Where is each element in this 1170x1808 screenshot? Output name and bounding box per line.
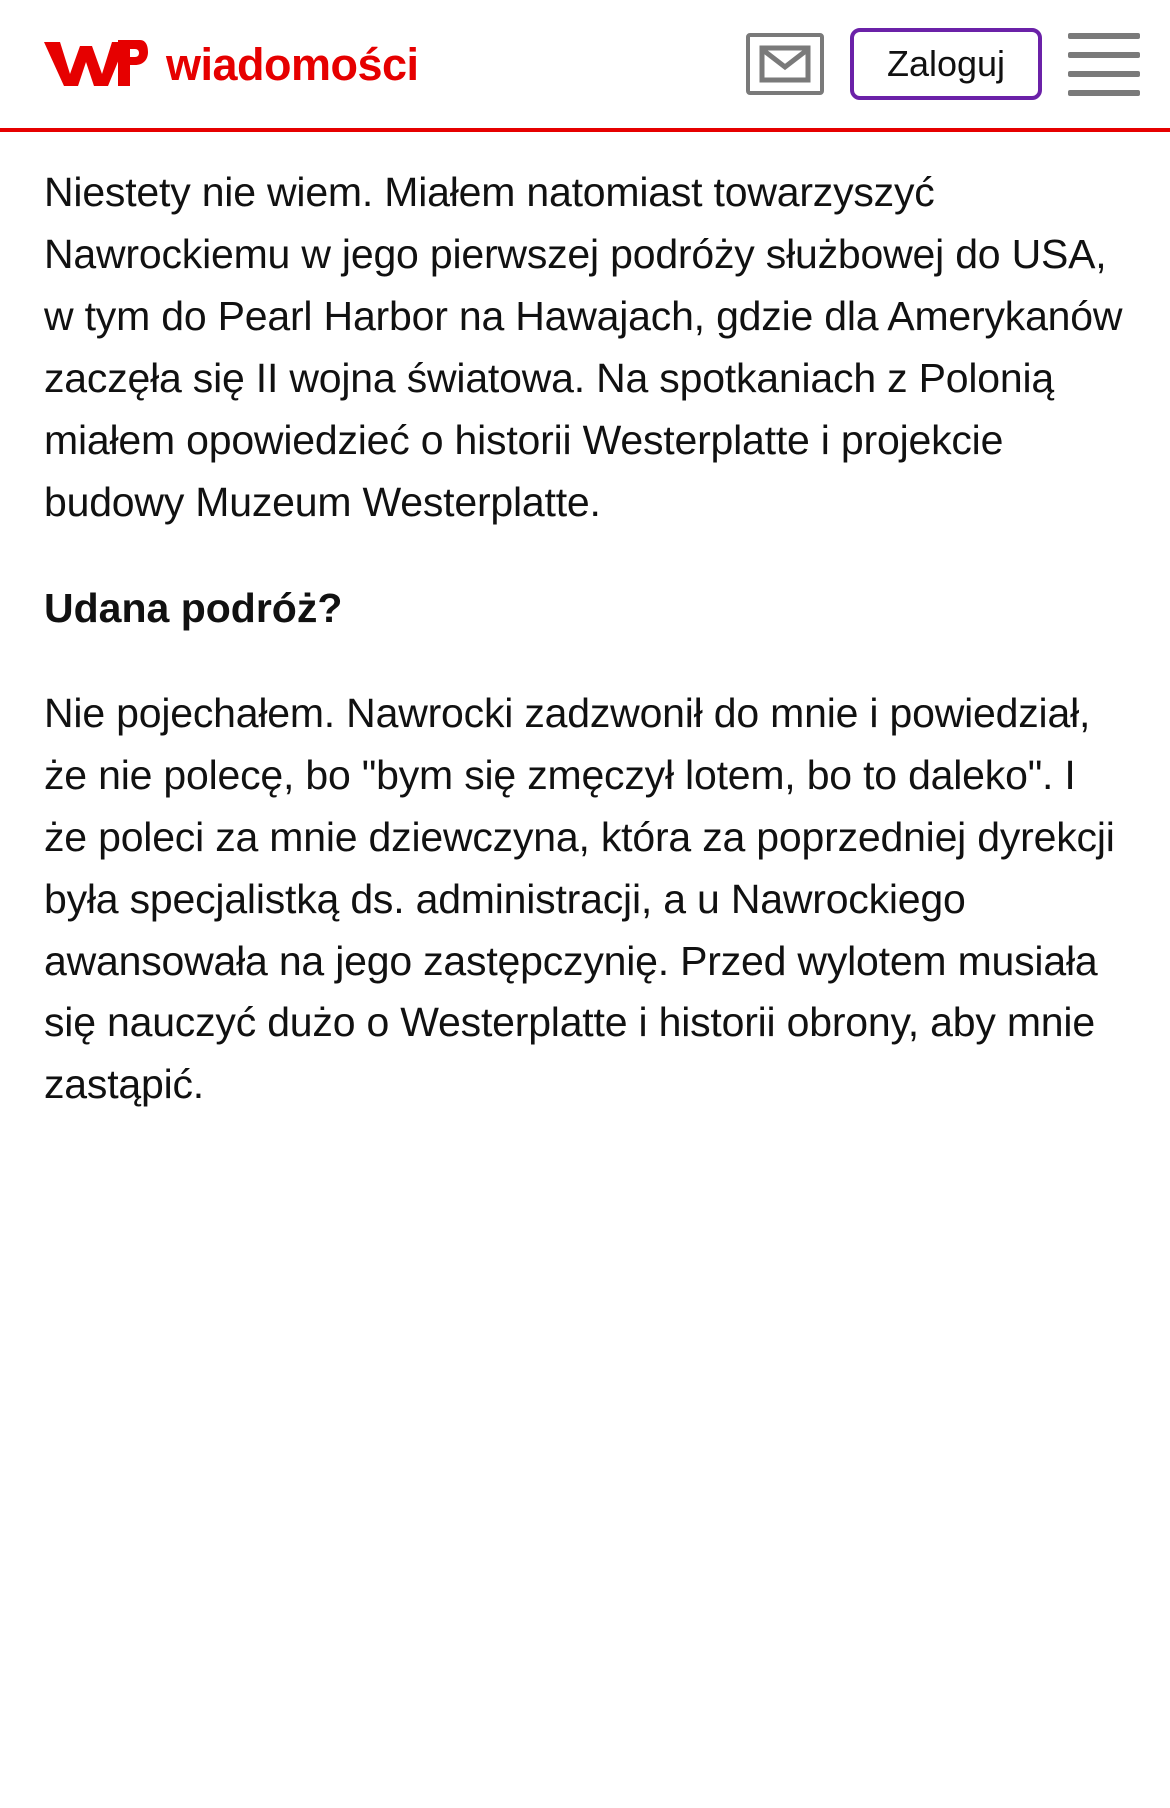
- hamburger-bar: [1068, 90, 1140, 96]
- article-paragraph: Niestety nie wiem. Miałem natomiast towarzyszyć Nawrockiemu w jego pierwszej podróży służbowej do USA, w tym do Pearl Harbor na Hawajach, gdzie dla Amerykanów zaczęła się II wojna światowa. Na spotkaniach z Polonią miałem opowiedzieć o historii Westerplatte i projekcie budowy Muzeum Westerplatte.: [44, 169, 1123, 525]
- mail-icon[interactable]: [746, 33, 824, 95]
- article-paragraph: Nie pojechałem. Nawrocki zadzwonił do mnie i powiedział, że nie polecę, bo "bym się zmęczył lotem, bo to daleko". I że poleci za mnie dziewczyna, która za poprzedniej dyrekcji była specjalistką ds. administracji, a u Nawrockiego awansowała na jego zastępczynię. Przed wylotem musiała się nauczyć dużo o Westerplatte i historii obrony, aby mnie zastąpić.: [44, 689, 1115, 1108]
- brand-logo[interactable]: [40, 32, 419, 97]
- site-header: [0, 0, 1170, 132]
- hamburger-bar: [1068, 71, 1140, 77]
- hamburger-bar: [1068, 33, 1140, 39]
- article-subheading: Udana podróż?: [44, 585, 343, 632]
- wp-logo-icon: [40, 32, 148, 97]
- login-button[interactable]: Zaloguj: [850, 28, 1042, 100]
- header-actions: [746, 28, 1140, 100]
- article-body: [0, 132, 1170, 1116]
- hamburger-bar: [1068, 52, 1140, 58]
- brand-name: wiadomości: [166, 38, 419, 90]
- hamburger-menu-icon[interactable]: [1068, 33, 1140, 96]
